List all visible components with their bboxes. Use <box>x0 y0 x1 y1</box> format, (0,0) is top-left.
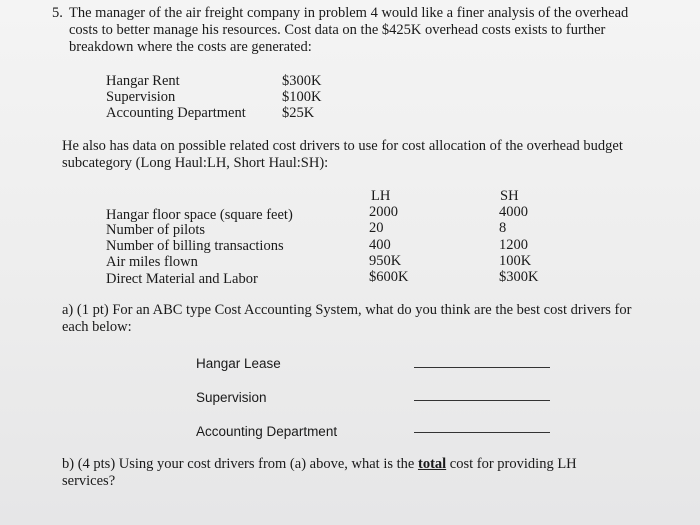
driver-lh: 20 <box>369 220 384 236</box>
problem-intro: The manager of the air freight company in problem 4 would like a finer analysis of the overhead costs to better manage his resources. Cost data on the $425K overhead costs exists to further breakdown where the costs are generated: <box>69 5 629 55</box>
driver-label: Hangar floor space (square feet) <box>106 207 293 223</box>
part-a-item-hangar-lease: Hangar Lease <box>196 356 281 371</box>
overhead-label: Hangar Rent <box>106 73 180 89</box>
driver-label: Direct Material and Labor <box>106 271 258 287</box>
overhead-label: Accounting Department <box>106 105 246 121</box>
overhead-value: $300K <box>282 73 322 89</box>
problem-number: 5. <box>52 5 63 21</box>
part-a-question: a) (1 pt) For an ABC type Cost Accounting System, what do you think are the best cost drivers for each below: <box>62 302 632 335</box>
drivers-intro: He also has data on possible related cost drivers to use for cost allocation of the overhead budget subcategory (Long Haul:LH, Short Haul:SH): <box>62 138 623 171</box>
driver-lh: 2000 <box>369 204 398 220</box>
answer-blank-accounting[interactable] <box>414 432 550 433</box>
driver-sh: 100K <box>499 253 532 269</box>
driver-sh: 1200 <box>499 237 528 253</box>
overhead-value: $25K <box>282 105 315 121</box>
driver-label: Air miles flown <box>106 254 198 270</box>
part-b-emphasis: total <box>417 456 447 472</box>
part-a-item-accounting: Accounting Department <box>196 424 338 439</box>
driver-lh: 950K <box>369 253 402 269</box>
part-a-item-supervision: Supervision <box>196 390 267 405</box>
answer-blank-supervision[interactable] <box>414 400 550 401</box>
driver-sh: $300K <box>499 269 539 285</box>
overhead-value: $100K <box>282 89 322 105</box>
driver-lh: 400 <box>369 237 391 253</box>
answer-blank-hangar-lease[interactable] <box>414 367 550 368</box>
driver-lh: $600K <box>369 269 409 285</box>
overhead-label: Supervision <box>106 89 176 105</box>
driver-sh: 4000 <box>499 204 528 220</box>
header-lh: LH <box>371 188 391 204</box>
driver-label: Number of billing transactions <box>106 238 284 254</box>
header-sh: SH <box>500 188 519 204</box>
part-b-suffix: cost for providing LH services? <box>62 456 577 489</box>
part-b-prefix: b) (4 pts) Using your cost drivers from (a) above, what is the <box>62 456 418 472</box>
part-b-question <box>62 456 602 490</box>
driver-sh: 8 <box>499 220 507 236</box>
driver-label: Number of pilots <box>106 222 206 238</box>
